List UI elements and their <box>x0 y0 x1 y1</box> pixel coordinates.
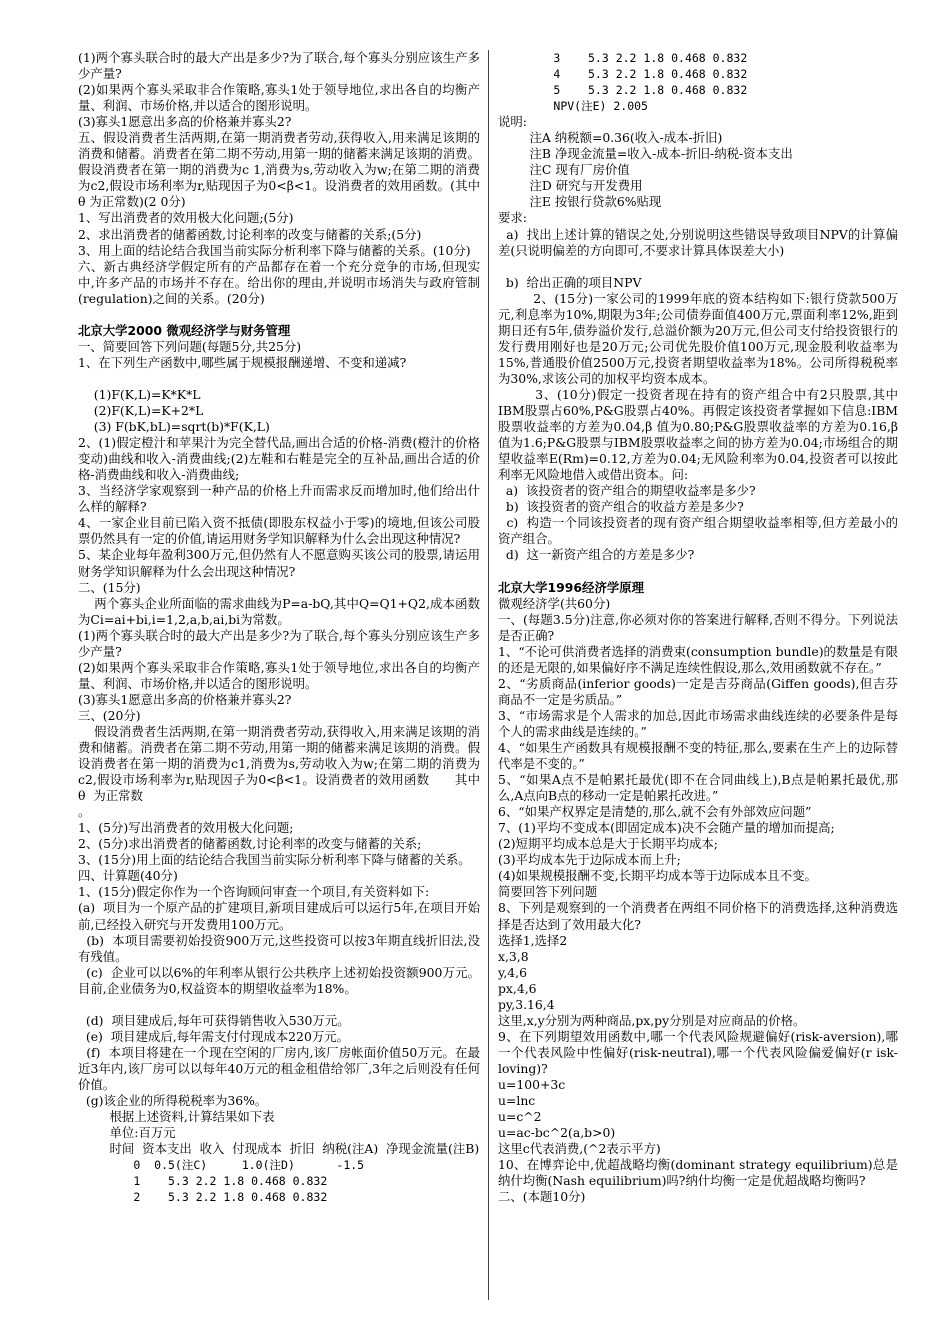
text-line: 简要回答下列问题 <box>498 884 598 900</box>
text-line: (2)如果两个寡头采取非合作策略,寡头1处于领导地位,求出各自的均衡产量、利润、市场价格,并以适合的图形说明。 <box>78 659 480 691</box>
text-line: 两个寡头企业所面临的需求曲线为P=a-bQ,其中Q=Q1+Q2,成本函数为Ci=ai+bi,i=1,2,a,b,ai,bi为常数。 <box>78 595 480 627</box>
text-line: c) 构造一个同该投资者的现有资产组合期望收益率相等,但方差最小的资产组合。 <box>498 515 898 547</box>
right-column <box>498 50 902 1300</box>
text-line: (1)两个寡头联合时的最大产出是多少?为了联合,每个寡头分别应该生产多少产量? <box>78 627 480 659</box>
text-line: 一、(每题3.5分)注意,你必须对你的答案进行解释,否则不得分。下列说法是否正确? <box>498 611 898 643</box>
text-line: 10、在博弈论中,优超战略均衡(dominant strategy equilibrium)总是纳什均衡(Nash equilibrium)吗?纳什均衡一定是优超战略均衡吗? <box>498 1157 898 1189</box>
text-line: 六、新古典经济学假定所有的产品都存在着一个充分竞争的市场,但现实中,许多产品的市场并不存在。给出你的理由,并说明市场消失与政府管制(regulation)之间的关系。(20分) <box>78 258 480 306</box>
text-line: u=lnc <box>498 1093 536 1109</box>
text-line: 3 5.3 2.2 1.8 0.468 0.832 <box>498 51 748 65</box>
text-line: 三、(20分) <box>78 707 141 723</box>
section-heading: 北京大学2000 微观经济学与财务管理 <box>78 322 291 338</box>
text-line: 1、在下列生产函数中,哪些属于规模报酬递增、不变和递减? <box>78 354 407 370</box>
text-line: 注A 纳税额=0.36(收入-成本-折旧) <box>498 130 723 146</box>
blank-line <box>498 564 898 580</box>
text-line: 注E 按银行贷款6%贴现 <box>498 194 662 210</box>
text-line: 1、(5分)写出消费者的效用极大化问题; <box>78 820 294 836</box>
text-line: 一、简要回答下列问题(每题5分,共25分) <box>78 338 302 354</box>
text-line: y,4,6 <box>498 964 527 980</box>
text-line: 9、在下列期望效用函数中,哪一个代表风险规避偏好(risk-aversion),哪一个代表风险中性偏好(risk-neutral),哪一个代表风险偏爱偏好(r isk-loving)? <box>498 1028 898 1076</box>
text-line: u=c^2 <box>498 1109 542 1125</box>
blank-line <box>78 997 480 1013</box>
text-line: 4、“如果生产函数具有规模报酬不变的特征,那么,要素在生产上的边际替代率是不变的。” <box>498 740 898 772</box>
text-line: 这里,x,y分别为两种商品,px,py分别是对应商品的价格。 <box>498 1012 806 1028</box>
text-line: px,4,6 <box>498 980 537 996</box>
text-line: (e) 项目建成后,每年需支付付现成本220万元。 <box>78 1028 349 1044</box>
text-line: a) 找出上述计算的错误之处,分别说明这些错误导致项目NPV的计算偏差(只说明偏差的方向即可,不要求计算具体误差大小) <box>498 226 898 258</box>
text-line: b) 该投资者的资产组合的收益方差是多少? <box>498 499 744 515</box>
text-line: (d) 项目建成后,每年可获得销售收入530万元。 <box>78 1012 350 1028</box>
text-line: 要求: <box>498 210 527 226</box>
text-line: 1、写出消费者的效用极大化问题;(5分) <box>78 210 294 226</box>
text-line: 4、一家企业目前已陷入资不抵债(即股东权益小于零)的境地,但该公司股票仍然具有一定的价值,请运用财务学知识解释为什么会出现这种情况? <box>78 515 480 547</box>
text-line: (f) 本项目将建在一个现在空闲的厂房内,该厂房帐面价值50万元。在最近3年内,该厂房可以以每年40万元的租金租借给邻厂,3年之后则没有任何价值。 <box>78 1044 480 1092</box>
text-line: 四、计算题(40分) <box>78 868 178 884</box>
text-line: 1、(15分)假定你作为一个咨询顾问审查一个项目,有关资料如下: <box>78 884 430 900</box>
text-line: 根据上述资料,计算结果如下表 <box>78 1109 275 1125</box>
text-line: 时间 资本支出 收入 付现成本 折旧 纳税(注A) 净现金流量(注B) <box>78 1141 480 1157</box>
text-line: (3)寡头1愿意出多高的价格兼并寡头2? <box>78 691 292 707</box>
text-line: 5 5.3 2.2 1.8 0.468 0.832 <box>498 83 748 98</box>
blank-line <box>78 371 480 387</box>
text-line: 8、下列是观察到的一个消费者在两组不同价格下的消费选择,这种消费选择是否达到了效用最大化? <box>498 900 898 932</box>
text-line: 二、(本题10分) <box>498 1189 586 1205</box>
text-line: py,3.16,4 <box>498 996 555 1012</box>
text-line: 3、用上面的结论结合我国当前实际分析利率下降与储蓄的关系。(10分) <box>78 242 471 258</box>
text-line: 7、(1)平均不变成本(即固定成本)决不会随产量的增加而提高; <box>498 820 835 836</box>
text-line: (1)F(K,L)=K*K*L <box>78 386 201 402</box>
left-column <box>78 50 488 1300</box>
text-line: (3)寡头1愿意出多高的价格兼并寡头2? <box>78 114 292 130</box>
text-line: x,3,8 <box>498 948 529 964</box>
text-line: 五、假设消费者生活两期,在第一期消费者劳动,获得收入,用来满足该期的消费和储蓄。消费者在第二期不劳动,用第一期的储蓄来满足该期的消费。假设消费者在第一期的消费为c 1,消费为s,劳动收入为w;在第二期的消费为c2,假设市场利率为r,贴现因子为0<β<1。设消费者的效用函数。(其中 θ 为正常数)(2 0分) <box>78 130 484 210</box>
text-line: u=ac-bc^2(a,b>0) <box>498 1125 616 1141</box>
text-line: 5、“如果A点不是帕累托最优(即不在合同曲线上),B点是帕累托最优,那么,A点向B点的移动一定是帕累托改进。” <box>498 772 898 804</box>
text-line: 3、(15分)用上面的结论结合我国当前实际分析利率下降与储蓄的关系。 <box>78 852 471 868</box>
text-line: 二、(15分) <box>78 579 141 595</box>
text-line: d) 这一新资产组合的方差是多少? <box>498 547 695 563</box>
text-line: 。 <box>78 804 91 820</box>
text-line: 这里c代表消费,(^2表示平方) <box>498 1141 661 1157</box>
text-line: 3、(10分)假定一投资者现在持有的资产组合中有2只股票,其中IBM股票占60%,P&G股票占40%。再假定该投资者掌握如下信息:IBM股票收益率的方差为0.04,β 值为0.80;P&G股票收益率的方差为0.16,β 值为1.6;P&G股票与IBM股票收益率之间的协方差为0.04;市场组合的期望收益率E(Rm)=0.12,方差为0.04;无风险利率为0.04,投资者可以按此利率无风险地借入或借出资本。问: <box>498 386 902 483</box>
text-line: u=100+3c <box>498 1077 566 1092</box>
text-line: 1 5.3 2.2 1.8 0.468 0.832 <box>78 1174 328 1189</box>
text-line: (3) F(bK,bL)=sqrt(b)*F(K,L) <box>78 419 270 435</box>
section-heading: 北京大学1996经济学原理 <box>498 579 645 595</box>
text-line: 注C 现有厂房价值 <box>498 162 630 178</box>
text-line: (g)该企业的所得税税率为36%。 <box>78 1093 268 1109</box>
text-line: (4)如果规模报酬不变,长期平均成本等于边际成本且不变。 <box>498 868 817 884</box>
text-line: 1、“不论可供消费者选择的消费束(consumption bundle)的数量是有限的还是无限的,如果偏好序不满足连续性假设,那么,效用函数就不存在。” <box>498 643 898 675</box>
text-line: a) 该投资者的资产组合的期望收益率是多少? <box>498 483 756 499</box>
text-line: (c) 企业可以以6%的年利率从银行公共秩序上述初始投资额900万元。目前,企业债务为0,权益资本的期望收益率为18%。 <box>78 964 480 996</box>
text-line: 4 5.3 2.2 1.8 0.468 0.832 <box>498 67 748 82</box>
text-line: (3)平均成本先于边际成本而上升; <box>498 852 681 868</box>
text-line: 2、(5分)求出消费者的储蓄函数,讨论利率的改变与储蓄的关系; <box>78 836 422 852</box>
text-line: 假设消费者生活两期,在第一期消费者劳动,获得收入,用来满足该期的消费和储蓄。消费者在第二期不劳动,用第一期的储蓄来满足该期的消费。假设消费者在第一期的消费为c1,消费为s,劳动收入为w;在第二期的消费为c2,假设市场利率为r,贴现因子为0<β<1。设消费者的效用函数 其中 θ 为正常数 <box>78 723 488 804</box>
text-line: (a) 项目为一个原产品的扩建项目,新项目建成后可以运行5年,在项目开始前,已经投入研究与开发费用100万元。 <box>78 900 480 932</box>
text-line: 2 5.3 2.2 1.8 0.468 0.832 <box>78 1190 328 1205</box>
text-line: 5、某企业每年盈利300万元,但仍然有人不愿意购买该公司的股票,请运用财务学知识解释为什么会出现这种情况? <box>78 547 480 579</box>
text-line: 注B 净现金流量=收入-成本-折旧-纳税-资本支出 <box>498 146 793 162</box>
text-line: 2、“劣质商品(inferior goods)一定是吉芬商品(Giffen goods),但吉芬商品不一定是劣质品。” <box>498 675 898 707</box>
text-line: (2)F(K,L)=K+2*L <box>78 403 204 419</box>
text-line: NPV(注E) 2.005 <box>498 99 648 114</box>
text-line: 说明: <box>498 114 527 130</box>
text-line: 3、当经济学家观察到一种产品的价格上升而需求反而增加时,他们给出什么样的解释? <box>78 483 480 515</box>
text-line: (2)如果两个寡头采取非合作策略,寡头1处于领导地位,求出各自的均衡产量、利润、市场价格,并以适合的图形说明。 <box>78 82 480 114</box>
text-line: 注D 研究与开发费用 <box>498 178 643 194</box>
text-line: 单位:百万元 <box>78 1125 176 1141</box>
text-line: b) 给出正确的项目NPV <box>498 274 642 290</box>
blank-line <box>78 307 480 323</box>
text-line: (b) 本项目需要初始投资900万元,这些投资可以按3年期直线折旧法,没有残值。 <box>78 932 480 964</box>
text-line: 0 0.5(注C) 1.0(注D) -1.5 <box>78 1158 365 1173</box>
column-divider <box>488 50 489 1300</box>
text-line: (1)两个寡头联合时的最大产出是多少?为了联合,每个寡头分别应该生产多少产量? <box>78 50 480 82</box>
blank-line <box>498 259 898 275</box>
text-line: (2)短期平均成本总是大于长期平均成本; <box>498 836 718 852</box>
text-line: 2、(15分)一家公司的1999年底的资本结构如下:银行贷款500万元,利息率为10%,期限为3年;公司债券面值400万元,票面利率12%,距到期日还有5年,债券溢价发行,总溢价额为20万元,但公司支付给投资银行的发行费用刚好也是20万元;公司优先股价值100万元,现金股利收益率为15%,普通股价值2500万元,投资者期望收益率为18%。公司所得税税率为30%,求该公司的加权平均资本成本。 <box>498 290 898 386</box>
text-line: 6、“如果产权界定是清楚的,那么,就不会有外部效应问题” <box>498 804 812 820</box>
text-line: 2、求出消费者的储蓄函数,讨论利率的改变与储蓄的关系;(5分) <box>78 226 422 242</box>
text-line: 3、“市场需求是个人需求的加总,因此市场需求曲线连续的必要条件是每个人的需求曲线是连续的。” <box>498 707 898 739</box>
text-line: 2、(1)假定橙汁和苹果汁为完全替代品,画出合适的价格-消费(橙汁的价格变动)曲线和收入-消费曲线;(2)左鞋和右鞋是完全的互补品,画出合适的价格-消费曲线和收入-消费曲线; <box>78 435 480 483</box>
text-line: 微观经济学(共60分) <box>498 595 611 611</box>
text-line: 选择1,选择2 <box>498 932 568 948</box>
